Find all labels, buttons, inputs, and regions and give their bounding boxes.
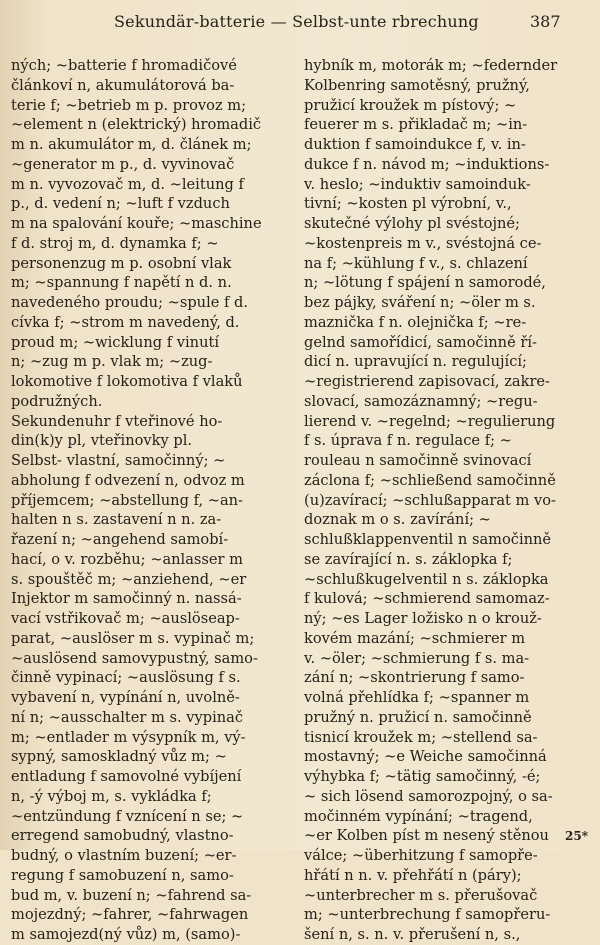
dictionary-line: ní n; ~ausschalter m s. vypinač [11, 708, 244, 726]
dictionary-line: zání n; ~skontrierung f samo- [304, 669, 525, 687]
page-header [0, 12, 600, 38]
dictionary-line: válce; ~überhitzung f samopře- [304, 847, 538, 864]
dictionary-line: ~element n (elektrický) hromadič [11, 116, 262, 134]
dictionary-line: dicí n. upravující n. regulující; [304, 353, 527, 371]
dictionary-line: na f; ~kühlung f v., s. chlazení [304, 254, 528, 272]
dictionary-line: vací vstřikovač m; ~auslöseap- [11, 610, 240, 627]
dictionary-line: bez pájky, sváření n; ~öler m s. [304, 294, 536, 311]
dictionary-line: záclona f; ~schließend samočinně [304, 471, 556, 489]
dictionary-line: v. heslo; ~induktiv samoinduk- [304, 175, 531, 193]
dictionary-line: cívka f; ~strom m navedený, d. [11, 313, 240, 331]
dictionary-line: gelnd samořídicí, samočinně ří- [304, 333, 537, 351]
right-column [304, 56, 590, 945]
dictionary-line: hací, o v. rozběhu; ~anlasser m [11, 550, 243, 568]
dictionary-line: pružný n. pružicí n. samočinně [304, 708, 532, 726]
dictionary-line: doznak m o s. zavírání; ~ [304, 511, 491, 529]
dictionary-line: personenzug m p. osobní vlak [11, 254, 232, 272]
dictionary-line: schlußklappenventil n samočinně [304, 531, 552, 548]
dictionary-line: mojezdný; ~fahrer, ~fahrwagen [11, 906, 249, 924]
dictionary-line: hybník m, motorák m; ~federnder [304, 57, 558, 74]
dictionary-line: Sekundenuhr f vteřinové ho- [11, 412, 223, 430]
dictionary-line: ných; ~batterie f hromadičové [11, 57, 237, 74]
dictionary-line: v. ~öler; ~schmierung f s. ma- [304, 649, 530, 667]
dictionary-line: ~er Kolben píst m nesený stěnou [304, 827, 549, 845]
dictionary-line: maznička f n. olejnička f; ~re- [304, 313, 527, 331]
running-title: Sekundär-batterie — Selbst-unte rbrechung [114, 12, 479, 31]
dictionary-line: lokomotive f lokomotiva f vlaků [11, 373, 243, 390]
dictionary-line: rouleau n samočinně svinovací [304, 452, 532, 469]
dictionary-line: ~ sich lösend samorozpojný, o sa- [304, 787, 553, 805]
dictionary-line: slovací, samozáznamný; ~regu- [304, 392, 538, 410]
dictionary-line: Selbst- vlastní, samočinný; ~ [11, 452, 226, 469]
dictionary-line: močinném vypínání; ~tragend, [304, 807, 533, 825]
dictionary-line: f kulová; ~schmierend samomaz- [304, 590, 550, 608]
dictionary-line: halten n s. zastavení n n. za- [11, 511, 222, 529]
dictionary-line: mostavný; ~e Weiche samočinná [304, 748, 547, 766]
page-number: 387 [530, 12, 561, 31]
dictionary-line: bud m, v. buzení n; ~fahrend sa- [11, 886, 252, 904]
dictionary-line: entladung f samovolné vybíjení [11, 768, 242, 785]
dictionary-line: abholung f odvezení n, odvoz m [11, 471, 245, 489]
dictionary-line: výhybka f; ~tätig samočinný, -é; [304, 768, 541, 785]
printer-signature: 25* [565, 829, 588, 843]
dictionary-line: m n. akumulátor m, d. článek m; [11, 136, 252, 153]
dictionary-line: Kolbenring samotěsný, pružný, [304, 76, 530, 94]
dictionary-line: f s. úprava f n. regulace f; ~ [304, 432, 512, 450]
dictionary-line: skutečné výlohy pl svéstojné; [304, 215, 520, 232]
dictionary-line: sypný, samoskladný vůz m; ~ [11, 748, 227, 766]
dictionary-line: ~registrierend zapisovací, zakre- [304, 373, 550, 390]
dictionary-line: řazení n; ~angehend samobí- [11, 531, 229, 548]
dictionary-line: pružicí kroužek m pístový; ~ [304, 96, 517, 114]
dictionary-line: feuerer m s. přikladač m; ~in- [304, 116, 528, 134]
dictionary-line: n; ~zug m p. vlak m; ~zug- [11, 353, 213, 371]
dictionary-line: činně vypinací; ~auslösung f s. [11, 669, 241, 687]
dictionary-line: podružných. [11, 392, 103, 410]
dictionary-line: regung f samobuzení n, samo- [11, 866, 234, 884]
dictionary-line: n; ~lötung f spájení n samorodé, [304, 274, 546, 292]
dictionary-line: duktion f samoindukce f, v. in- [304, 136, 526, 153]
dictionary-line: kovém mazání; ~schmierer m [304, 629, 526, 647]
dictionary-line: proud m; ~wicklung f vinutí [11, 333, 220, 351]
dictionary-line: m; ~unterbrechung f samopřeru- [304, 906, 551, 924]
dictionary-line: m n. vyvozovač m, d. ~leitung f [11, 175, 244, 193]
dictionary-line: tivní; ~kosten pl výrobní, v., [304, 195, 512, 213]
dictionary-line: dukce f n. návod m; ~induktions- [304, 155, 550, 173]
dictionary-line: příjemcem; ~abstellung f, ~an- [11, 491, 243, 509]
dictionary-line: šení n, s. n. v. přerušení n, s., [304, 926, 521, 943]
left-column [11, 56, 280, 945]
dictionary-line: tisnicí kroužek m; ~stellend sa- [304, 728, 538, 746]
dictionary-line: se zavírající n. s. záklopka f; [304, 550, 513, 568]
dictionary-line: ~entzündung f vznícení n se; ~ [11, 807, 244, 825]
dictionary-line: navedeného proudu; ~spule f d. [11, 294, 249, 311]
dictionary-line: terie f; ~betrieb m p. provoz m; [11, 96, 247, 114]
dictionary-line: budný, o vlastním buzení; ~er- [11, 847, 237, 864]
dictionary-line: ~auslösend samovypustný, samo- [11, 649, 258, 667]
dictionary-line: článkoví n, akumulátorová ba- [11, 76, 235, 94]
dictionary-line: m; ~entlader m výsypník m, vý- [11, 728, 246, 746]
dictionary-line: erregend samobudný, vlastno- [11, 827, 234, 845]
dictionary-line: f d. stroj m, d. dynamka f; ~ [11, 234, 219, 252]
dictionary-line: lierend v. ~regelnd; ~regulierung [304, 412, 556, 430]
dictionary-line: hřátí n n. v. přehřátí n (páry); [304, 866, 522, 884]
dictionary-line: ~unterbrecher m s. přerušovač [304, 886, 538, 904]
dictionary-line: vybavení n, vypínání n, uvolně- [11, 689, 240, 706]
dictionary-line: (u)zavírací; ~schlußapparat m vo- [304, 491, 556, 509]
dictionary-line: m samojezd(ný vůz) m, (samo)- [11, 926, 241, 943]
dictionary-line: ~generator m p., d. vyvinovač [11, 155, 235, 173]
dictionary-line: p., d. vedení n; ~luft f vzduch [11, 195, 230, 213]
dictionary-line: din(k)y pl, vteřinovky pl. [11, 432, 193, 450]
dictionary-line: ~kostenpreis m v., svéstojná ce- [304, 234, 542, 252]
dictionary-line: s. spouštěč m; ~anziehend, ~er [11, 570, 247, 588]
dictionary-line: ~schlußkugelventil n s. záklopka [304, 570, 549, 588]
dictionary-line: m; ~spannung f napětí n d. n. [11, 274, 232, 292]
dictionary-line: Injektor m samočinný n. nassá- [11, 590, 242, 608]
dictionary-line: ný; ~es Lager ložisko n o krouž- [304, 610, 542, 627]
dictionary-line: volná přehlídka f; ~spanner m [304, 689, 530, 706]
dictionary-line: n, -ý výboj m, s. vykládka f; [11, 787, 212, 805]
dictionary-line: parat, ~auslöser m s. vypinač m; [11, 629, 255, 647]
dictionary-line: m na spalování kouře; ~maschine [11, 215, 262, 232]
